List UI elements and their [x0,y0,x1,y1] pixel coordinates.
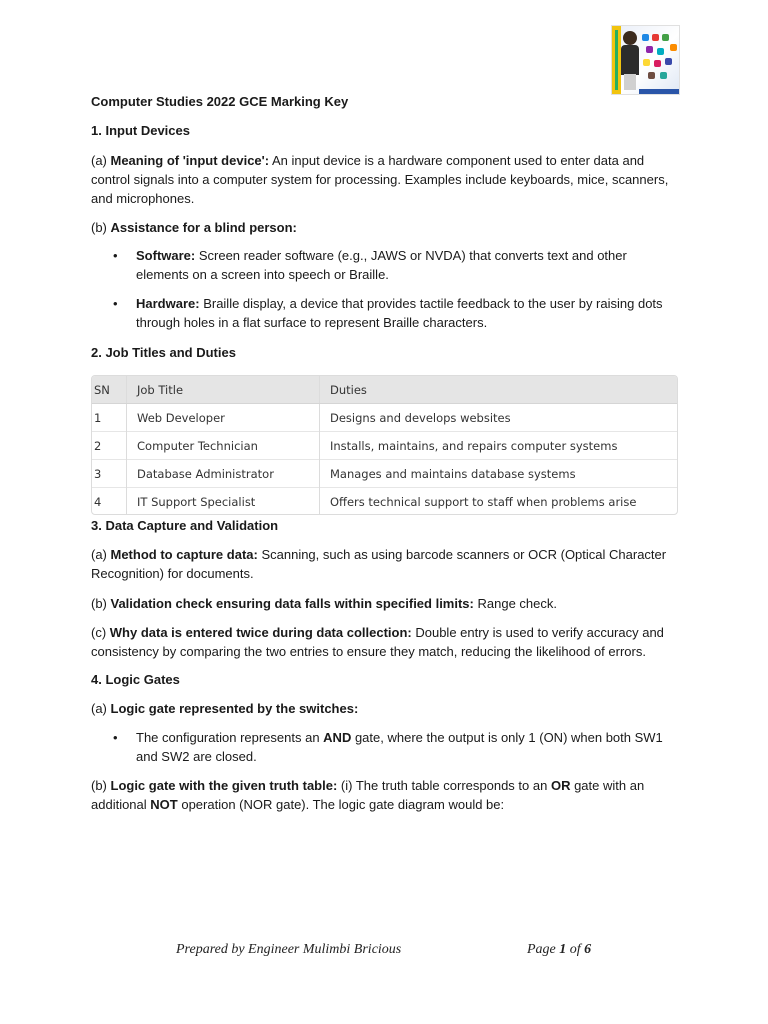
paragraph-4a [91,699,681,718]
logo-person-head [623,31,637,45]
item-text: Scanning, such as using barcode scanners or OCR (Optical Character Recognition) for documents. [91,547,667,581]
paragraph-3a [91,545,681,583]
item-label: Method to capture data: [110,547,258,562]
item-text: Double entry is used to verify accuracy and consistency by comparing the two entries to ensure they match, reducing the likelihood of errors. [91,625,664,659]
table-row [92,488,677,516]
item-text: gate with an additional [91,778,645,812]
bullet-text: Braille display, a device that provides tactile feedback to the user by raising dots through holes in a flat surface to represent Braille characters. [136,296,663,330]
item-text: operation (NOR gate). The logic gate diagram would be: [177,797,505,812]
table-cell: 4 [92,488,127,516]
paragraph-1b [91,218,681,237]
bullet-item-and-gate [91,728,681,766]
bullet-list-assistance [91,294,681,332]
item-label: Validation check ensuring data falls within specified limits: [110,596,474,611]
table-cell: 2 [92,432,127,460]
item-prefix: (c) [91,625,110,640]
bullet-icon: • [113,730,118,745]
bullet-label: Hardware: [136,296,200,311]
logo-app-icon [660,72,667,79]
item-label: Logic gate represented by the switches: [110,701,359,716]
table-cell: Database Administrator [127,460,320,488]
item-prefix: (b) [91,596,111,611]
section-heading: 2. Job Titles and Duties [91,345,236,360]
table-cell: Manages and maintains database systems [320,460,678,488]
job-duties-table [91,375,678,515]
document-title: Computer Studies 2022 GCE Marking Key [91,94,349,109]
item-text: An input device is a hardware component used to enter data and control signals into a computer system for processing. Examples include keyboards, mice, scanners, and microphones. [91,153,669,206]
table-cell: Designs and develops websites [320,404,678,432]
page-current: 1 [559,942,567,957]
author-logo-image [611,25,680,95]
logo-person-legs [624,74,636,90]
column-header-job-title: Job Title [127,376,320,404]
table-cell: IT Support Specialist [127,488,320,516]
bullet-list-logic [91,728,681,766]
table-row [92,404,677,432]
item-text: Range check. [473,596,557,611]
item-label: Why data is entered twice during data collection: [109,625,412,640]
paragraph-3b [91,594,681,613]
item-prefix: (a) [91,153,111,168]
column-header-sn: SN [92,376,127,404]
bullet-icon: • [113,248,118,263]
item-label: Logic gate with the given truth table: [110,778,338,793]
table-cell: 3 [92,460,127,488]
table-header-row [92,376,677,404]
item-prefix: (b) [91,778,111,793]
table-cell: Web Developer [127,404,320,432]
bullet-item-hardware [91,294,681,332]
table-cell: Offers technical support to staff when problems arise [320,488,678,516]
paragraph-4b [91,776,681,814]
logo-app-icon [654,60,661,67]
logo-app-icon [665,58,672,65]
paragraph-3c [91,623,681,661]
page-label: Page [527,942,560,957]
logo-app-icon [657,48,664,55]
table-cell: 1 [92,404,127,432]
item-label: Assistance for a blind person: [110,220,297,235]
bullet-text: Screen reader software (e.g., JAWS or NVDA) that converts text and other elements on a screen into speech or Braille. [136,248,627,282]
logo-app-icon [662,34,669,41]
bullet-emphasis: AND [323,730,352,745]
footer-page-number [527,942,591,958]
table-cell: Computer Technician [127,432,320,460]
logo-app-icon [643,59,650,66]
table-cell: Installs, maintains, and repairs computer systems [320,432,678,460]
item-prefix: (b) [91,220,111,235]
bullet-list-assistance [91,246,681,284]
page-of-label: of [566,942,585,957]
page-total: 6 [584,942,592,957]
item-label: Meaning of 'input device': [110,153,270,168]
item-emphasis: NOT [150,797,178,812]
table-row [92,460,677,488]
column-header-duties: Duties [320,376,678,404]
logo-app-icon [670,44,677,51]
bullet-text: gate, where the output is only 1 (ON) when both SW1 and SW2 are closed. [136,730,663,764]
logo-app-icon [652,34,659,41]
item-emphasis: OR [550,778,571,793]
logo-side-stripe [615,30,618,90]
section-heading: 3. Data Capture and Validation [91,518,279,533]
item-prefix: (a) [91,701,111,716]
table-row [92,432,677,460]
logo-person-body [621,45,639,75]
item-prefix: (a) [91,547,111,562]
bullet-text: The configuration represents an [136,730,324,745]
bullet-label: Software: [136,248,196,263]
footer-prepared-by: Prepared by Engineer Mulimbi Bricious [176,942,402,957]
section-heading: 4. Logic Gates [91,672,180,687]
bullet-icon: • [113,296,118,311]
logo-app-icon [648,72,655,79]
section-heading: 1. Input Devices [91,123,190,138]
paragraph-1a [91,151,681,208]
logo-app-icon [642,34,649,41]
bullet-item-software [91,246,681,284]
item-text: (i) The truth table corresponds to an [337,778,551,793]
logo-app-icon [646,46,653,53]
